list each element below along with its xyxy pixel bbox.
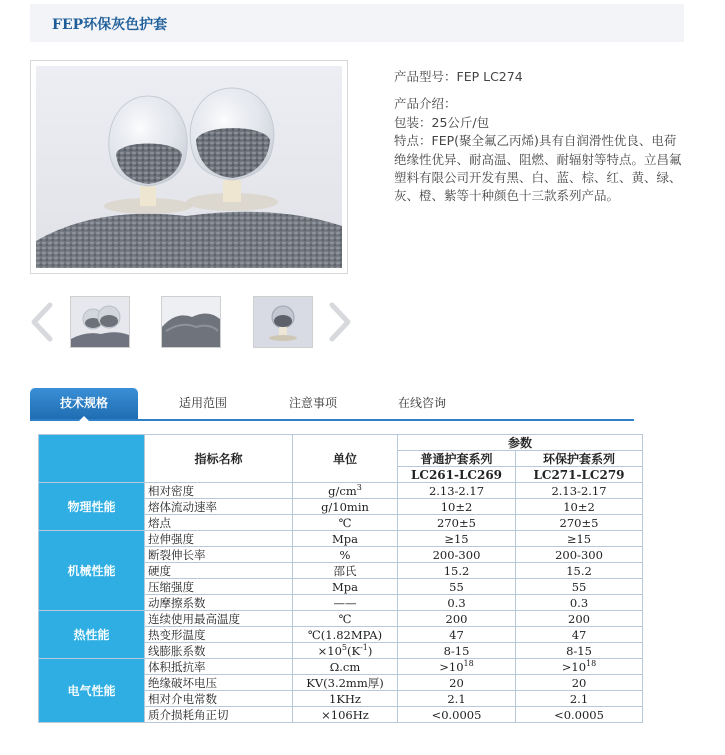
spec-row-unit [293,547,398,563]
spec-row-value-series1 [398,531,516,547]
spec-row-name: 相对密度 [145,483,293,499]
spec-row-value-series2 [516,547,643,563]
gallery-thumbnail-1[interactable] [70,296,130,348]
spec-row-value-series2 [516,499,643,515]
product-features: 特点：FEP(聚全氟乙丙烯)具有自润滑性优良、电荷绝缘性优异、耐高温、阻燃、耐辐射等特点。立昌氟塑料有限公司开发有黑、白、蓝、棕、红、黄、绿、灰、橙、紫等十种颜色十三款系列产品。 [394,133,682,204]
spec-row-unit [293,675,398,691]
product-packing: 包装：25公斤/包 [394,114,490,130]
spec-row-value-series1 [398,707,516,723]
thumbnail-single-flask-image [254,297,312,347]
tab-precautions[interactable] [268,388,358,419]
tab-online-consult[interactable] [377,388,467,419]
spec-row-unit [293,659,398,675]
spec-header-series1-code: LC261-LC269 [398,467,516,483]
spec-value-text: 55 [571,579,587,594]
page-title: FEP环保灰色护套 [52,17,168,33]
spec-row-value-series2 [516,595,643,611]
spec-value-text: ≥15 [444,531,469,546]
spec-category: 热性能 [39,611,145,659]
spec-category: 电气性能 [39,659,145,723]
spec-header-series2-name: 环保护套系列 [516,451,643,467]
spec-row-value-series1 [398,611,516,627]
spec-category: 物理性能 [39,483,145,531]
spec-row-name: 熔点 [145,515,293,531]
spec-header-series1-name: 普通护套系列 [398,451,516,467]
spec-row-value-series2 [516,675,643,691]
spec-unit-superscript: 3 [356,482,362,492]
spec-value-text: 270±5 [437,515,476,530]
spec-value-text: 2.13-2.17 [551,483,607,498]
spec-unit-text: ℃(1.82MPA) [307,627,383,642]
spec-row-value-series1 [398,691,516,707]
spec-value-text: ≥15 [566,531,592,546]
title-bar [30,4,684,42]
spec-row-name: 压缩强度 [145,579,293,595]
spec-unit-text: (K [347,643,361,658]
spec-header-index-name: 指标名称 [145,435,293,483]
spec-row-name: 连续使用最高温度 [145,611,293,627]
spec-row-value-series1 [398,499,516,515]
spec-row-name: 绝缘破坏电压 [145,675,293,691]
spec-value-text: 15.2 [443,563,470,578]
spec-value-text: 270±5 [559,515,599,530]
spec-row-unit [293,563,398,579]
spec-value-text: 8-15 [566,643,592,658]
tab-label: 适用范围 [178,396,227,410]
spec-header-corner [39,435,145,483]
spec-row-value-series1 [398,515,516,531]
spec-unit-text: g/10min [321,499,369,514]
spec-value-text: 0.3 [569,595,589,610]
spec-unit-text: Ω.cm [329,659,361,674]
spec-row-value-series2 [516,611,643,627]
spec-row-value-series1 [398,579,516,595]
spec-value-text: <0.0005 [431,707,482,722]
thumbnail-flasks-image [71,297,129,347]
spec-row-value-series1 [398,627,516,643]
spec-table [38,434,643,723]
tab-tech-specs[interactable] [30,388,138,419]
spec-value-superscript: 18 [463,658,474,668]
spec-value-text: 47 [449,627,464,642]
spec-unit-text: ℃ [338,611,352,626]
spec-value-text: 10±2 [563,499,595,514]
spec-row-value-series2 [516,643,643,659]
spec-row-unit [293,627,398,643]
spec-unit-text: ×106Hz [321,707,369,722]
spec-row-unit [293,515,398,531]
spec-category: 机械性能 [39,531,145,611]
product-model: 产品型号：FEP LC274 [394,69,523,84]
table-row [39,659,643,675]
spec-row-name: 熔体流动速率 [145,499,293,515]
spec-row-name: 拉伸强度 [145,531,293,547]
spec-value-text: >10 [439,659,464,674]
spec-unit-superscript: 5 [341,642,347,652]
spec-row-name: 动摩擦系数 [145,595,293,611]
spec-value-text: <0.0005 [554,707,604,722]
spec-value-text: 10±2 [440,499,473,514]
spec-unit-text: —— [333,595,357,610]
spec-row-name: 线膨胀系数 [145,643,293,659]
product-tabs [30,388,634,421]
spec-row-name: 硬度 [145,563,293,579]
spec-value-text: 55 [449,579,464,594]
spec-value-text: 15.2 [566,563,592,578]
spec-value-text: 2.1 [569,691,589,706]
spec-header-unit: 单位 [293,435,398,483]
spec-row-value-series2 [516,483,643,499]
spec-value-text: >10 [561,659,587,674]
spec-row-unit [293,707,398,723]
spec-row-value-series2 [516,659,643,675]
spec-header-series2-code: LC271-LC279 [516,467,643,483]
spec-value-text: 20 [571,675,587,690]
spec-value-text: 200 [568,611,590,626]
spec-row-unit [293,611,398,627]
spec-unit-superscript: -1 [360,642,368,652]
spec-unit-text: Mpa [332,531,358,546]
chevron-left-icon [30,302,54,342]
spec-row-value-series2 [516,563,643,579]
spec-header-params: 参数 [398,435,643,451]
gallery-thumbnail-3[interactable] [253,296,313,348]
tab-label: 技术规格 [59,396,108,410]
spec-row-value-series1 [398,483,516,499]
spec-row-value-series1 [398,547,516,563]
product-photo-illustration [36,66,342,268]
table-row [39,531,643,547]
spec-row-name: 热变形温度 [145,627,293,643]
product-info [394,68,684,206]
tab-application-scope[interactable] [158,388,248,419]
spec-row-name: 相对介电常数 [145,691,293,707]
spec-unit-text: ) [367,643,373,658]
spec-row-value-series1 [398,643,516,659]
tab-label: 注意事项 [288,396,337,410]
spec-row-unit [293,499,398,515]
spec-row-unit [293,595,398,611]
thumbnail-pellets-image [162,297,220,347]
product-intro-label: 产品介绍： [394,96,457,112]
spec-row-name: 断裂伸长率 [145,547,293,563]
spec-row-value-series1 [398,595,516,611]
spec-row-value-series1 [398,563,516,579]
spec-unit-text: ×10 [317,643,342,658]
chevron-right-icon [328,302,352,342]
tab-label: 在线咨询 [397,396,446,410]
spec-value-text: 200 [445,611,468,626]
table-row [39,611,643,627]
spec-value-superscript: 18 [586,658,597,668]
spec-row-unit [293,643,398,659]
spec-value-text: 200-300 [555,547,603,562]
spec-unit-text: 1KHz [329,691,361,706]
spec-row-unit [293,691,398,707]
spec-row-name: 质介损耗角正切 [145,707,293,723]
spec-value-text: 2.1 [447,691,466,706]
spec-row-value-series2 [516,515,643,531]
spec-row-unit [293,483,398,499]
spec-row-unit [293,531,398,547]
spec-row-value-series2 [516,531,643,547]
spec-value-text: 200-300 [432,547,481,562]
spec-unit-text: ℃ [338,515,352,530]
spec-unit-text: Mpa [332,579,358,594]
gallery-prev-button[interactable] [30,302,54,342]
spec-value-text: 2.13-2.17 [428,483,485,498]
spec-row-unit [293,579,398,595]
spec-row-value-series2 [516,627,643,643]
spec-row-value-series1 [398,659,516,675]
spec-row-value-series2 [516,707,643,723]
gallery-thumbnail-2[interactable] [161,296,221,348]
spec-row-name: 体积抵抗率 [145,659,293,675]
spec-row-value-series2 [516,691,643,707]
table-row [39,483,643,499]
spec-unit-text: 邵氏 [333,563,357,578]
spec-unit-text: g/cm [328,483,357,498]
spec-unit-text: KV(3.2mm厚) [306,675,384,690]
gallery-next-button[interactable] [328,302,352,342]
spec-value-text: 47 [571,627,587,642]
spec-value-text: 8-15 [443,643,470,658]
spec-value-text: 20 [449,675,464,690]
main-product-image[interactable] [30,60,348,274]
spec-value-text: 0.3 [447,595,466,610]
spec-unit-text: % [339,547,351,562]
spec-row-value-series1 [398,675,516,691]
spec-row-value-series2 [516,579,643,595]
